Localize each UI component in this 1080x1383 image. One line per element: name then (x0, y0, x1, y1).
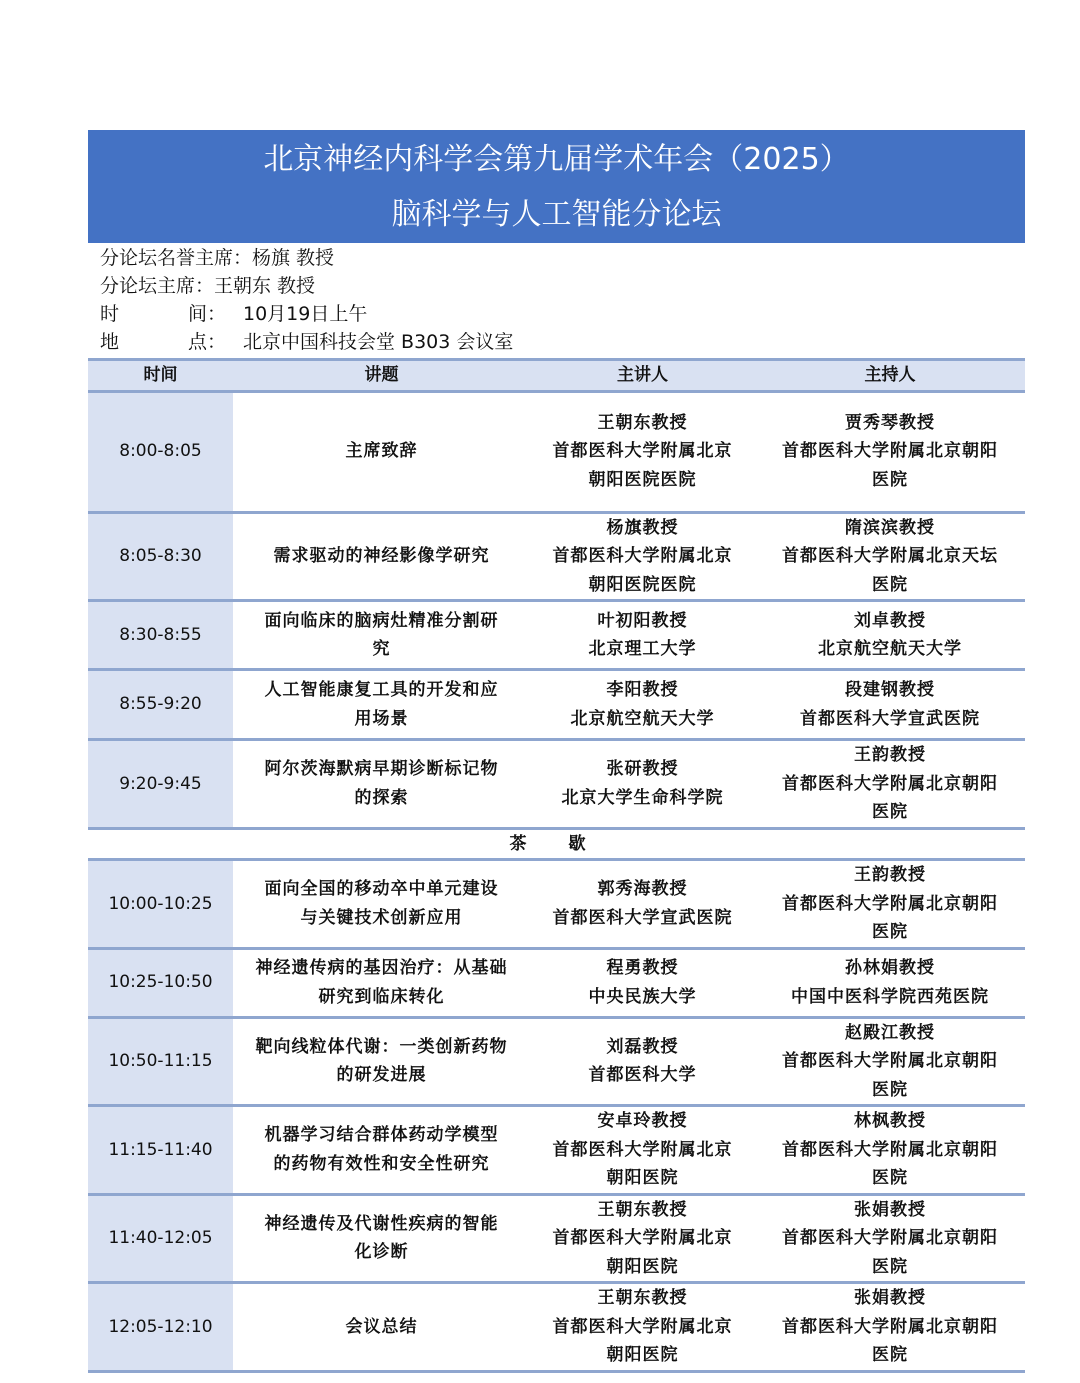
session-time: 11:15-11:40 (88, 1106, 233, 1195)
session-time: 9:20-9:45 (88, 740, 233, 829)
session-time: 10:25-10:50 (88, 948, 233, 1017)
session-topic-line: 机器学习结合群体药动学模型 (264, 1125, 499, 1146)
time-line (100, 302, 367, 326)
session-host (755, 948, 1025, 1017)
session-topic-line: 面向临床的脑病灶精准分割研 (264, 610, 499, 631)
session-host-line: 首都医科大学附属北京朝阳 (782, 893, 998, 914)
schedule-body (88, 391, 1025, 1371)
session-host-line: 医院 (872, 1256, 908, 1277)
session-host-line: 首都医科大学附属北京朝阳 (782, 1051, 998, 1071)
session-host-line: 首都医科大学附属北京朝阳 (782, 441, 998, 462)
session-topic-line: 研究到临床转化 (318, 986, 445, 1007)
venue-value: 北京中国科技会堂 B303 会议室 (243, 331, 514, 353)
session-host-line: 中国中医科学院西苑医院 (791, 986, 989, 1007)
session-topic-line: 会议总结 (345, 1316, 418, 1337)
session-speaker (530, 860, 755, 949)
session-host-line: 张娟教授 (854, 1288, 926, 1308)
chair-label: 分论坛主席： (100, 275, 215, 297)
session-topic-line: 用场景 (354, 708, 409, 729)
session-speaker-line: 首都医科大学宣武医院 (552, 907, 733, 928)
session-speaker-line: 首都医科大学 (588, 1065, 697, 1086)
session-speaker-line: 程勇教授 (606, 958, 679, 978)
session-topic (233, 1106, 530, 1195)
session-speaker-line: 杨旗教授 (606, 517, 679, 538)
session-host (755, 860, 1025, 949)
session-speaker-line: 朝阳医院医院 (588, 574, 697, 595)
time-label-a: 时 (100, 303, 120, 325)
session-speaker-line: 张研教授 (606, 759, 679, 780)
session-speaker-line: 刘磊教授 (606, 1036, 679, 1057)
session-host-line: 医院 (872, 1345, 908, 1365)
session-time: 8:00-8:05 (88, 391, 233, 512)
session-host-line: 王韵教授 (854, 865, 926, 885)
session-topic (233, 948, 530, 1017)
session-host-line: 孙林娟教授 (845, 958, 935, 978)
header-topic: 讲题 (233, 360, 530, 392)
session-speaker (530, 740, 755, 829)
session-speaker (530, 1017, 755, 1106)
session-speaker-line: 李阳教授 (606, 680, 679, 700)
session-host-line: 首都医科大学宣武医院 (800, 708, 980, 729)
table-row (88, 1106, 1025, 1195)
session-time: 8:55-9:20 (88, 670, 233, 740)
session-host-line: 林枫教授 (854, 1111, 926, 1131)
table-row (88, 512, 1025, 601)
session-topic (233, 860, 530, 949)
session-topic-line: 与关键技术创新应用 (300, 907, 463, 928)
venue-line (100, 330, 513, 354)
session-topic-line: 人工智能康复工具的开发和应 (264, 680, 499, 700)
session-speaker-line: 朝阳医院 (606, 1345, 679, 1365)
session-host (755, 1017, 1025, 1106)
table-row (88, 948, 1025, 1017)
session-topic (233, 1194, 530, 1283)
session-topic (233, 670, 530, 740)
session-topic-line: 主席致辞 (345, 441, 418, 462)
session-host-line: 首都医科大学附属北京朝阳 (782, 1316, 998, 1337)
schedule-table (88, 358, 1025, 1373)
table-header-row (88, 360, 1025, 392)
session-time: 11:40-12:05 (88, 1194, 233, 1283)
session-time: 8:30-8:55 (88, 601, 233, 670)
session-host-line: 医院 (872, 922, 908, 942)
session-host-line: 贾秀琴教授 (845, 412, 935, 433)
session-time: 12:05-12:10 (88, 1283, 233, 1372)
table-row (88, 391, 1025, 512)
session-host-line: 首都医科大学附属北京朝阳 (782, 773, 998, 794)
session-host (755, 1106, 1025, 1195)
conference-title: 北京神经内科学会第九届学术年会（2025） (263, 142, 850, 177)
session-speaker-line: 王朝东教授 (597, 412, 688, 433)
chair-value: 王朝东 教授 (214, 275, 316, 297)
session-host-line: 隋滨滨教授 (845, 517, 935, 538)
session-speaker-line: 首都医科大学附属北京 (552, 546, 733, 566)
session-host-line: 刘卓教授 (854, 610, 926, 631)
session-host (755, 601, 1025, 670)
honorary-chair-line (100, 246, 334, 270)
table-row (88, 1283, 1025, 1372)
header-time: 时间 (88, 360, 233, 392)
session-host-line: 医院 (872, 1079, 908, 1100)
session-topic (233, 740, 530, 829)
session-host-line: 首都医科大学附属北京朝阳 (782, 1228, 998, 1248)
session-host-line: 医院 (872, 802, 908, 822)
table-row (88, 1017, 1025, 1106)
honorary-chair-value: 杨旗 教授 (252, 247, 335, 269)
session-topic (233, 512, 530, 601)
session-topic-line: 面向全国的移动卒中单元建设 (264, 879, 499, 900)
session-topic-line: 化诊断 (354, 1242, 409, 1263)
session-host-line: 王韵教授 (854, 745, 926, 765)
session-host-line: 北京航空航天大学 (818, 639, 962, 659)
forum-subtitle: 脑科学与人工智能分论坛 (391, 197, 722, 232)
session-host (755, 512, 1025, 601)
session-speaker-line: 王朝东教授 (597, 1199, 688, 1220)
session-speaker-line: 朝阳医院 (606, 1168, 679, 1188)
session-speaker (530, 391, 755, 512)
session-topic (233, 1017, 530, 1106)
session-speaker-line: 首都医科大学附属北京 (552, 441, 733, 462)
session-speaker (530, 670, 755, 740)
session-speaker-line: 首都医科大学附属北京 (552, 1139, 733, 1160)
session-topic (233, 1283, 530, 1372)
session-host-line: 医院 (872, 469, 908, 490)
table-row (88, 670, 1025, 740)
chair-line (100, 274, 315, 298)
session-speaker-line: 叶初阳教授 (597, 610, 688, 631)
session-topic-line: 神经遗传病的基因治疗：从基础 (255, 958, 508, 978)
session-host-line: 赵殿江教授 (845, 1022, 935, 1043)
session-speaker (530, 1283, 755, 1372)
session-speaker (530, 1194, 755, 1283)
table-row (88, 860, 1025, 949)
time-value: 10月19日上午 (243, 303, 368, 325)
header-speaker: 主讲人 (530, 360, 755, 392)
session-host (755, 670, 1025, 740)
session-host-line: 段建钢教授 (845, 680, 935, 700)
session-speaker-line: 北京航空航天大学 (570, 708, 715, 729)
session-speaker (530, 512, 755, 601)
session-host-line: 医院 (872, 1168, 908, 1188)
session-host-line: 首都医科大学附属北京朝阳 (782, 1139, 998, 1160)
session-host-line: 首都医科大学附属北京天坛 (782, 546, 998, 566)
session-speaker-line: 朝阳医院 (606, 1256, 679, 1277)
session-time: 10:00-10:25 (88, 860, 233, 949)
session-speaker-line: 首都医科大学附属北京 (552, 1228, 733, 1248)
session-speaker-line: 朝阳医院医院 (588, 469, 697, 490)
session-host-line: 医院 (872, 574, 908, 595)
session-time: 8:05-8:30 (88, 512, 233, 601)
session-speaker-line: 安卓玲教授 (597, 1111, 688, 1131)
session-host (755, 1194, 1025, 1283)
session-topic (233, 601, 530, 670)
session-speaker-line: 中央民族大学 (588, 986, 697, 1007)
session-speaker-line: 北京大学生命科学院 (561, 787, 724, 808)
venue-label-a: 地 (100, 331, 120, 353)
session-host (755, 740, 1025, 829)
forum-title-banner (88, 130, 1025, 243)
venue-label-b: 点： (188, 331, 227, 353)
session-time: 10:50-11:15 (88, 1017, 233, 1106)
session-topic-line: 神经遗传及代谢性疾病的智能 (264, 1213, 499, 1234)
session-topic-line: 究 (372, 639, 391, 659)
table-row (88, 601, 1025, 670)
session-topic-line: 的药物有效性和安全性研究 (273, 1153, 490, 1174)
tea-break-label: 茶 歇 (88, 828, 1025, 860)
session-host-line: 张娟教授 (854, 1199, 926, 1220)
session-topic-line: 的研发进展 (336, 1065, 427, 1086)
session-topic-line: 阿尔茨海默病早期诊断标记物 (264, 759, 499, 780)
session-speaker (530, 601, 755, 670)
table-row (88, 1194, 1025, 1283)
table-row (88, 740, 1025, 829)
session-host (755, 1283, 1025, 1372)
session-speaker (530, 1106, 755, 1195)
header-host: 主持人 (755, 360, 1025, 392)
session-topic (233, 391, 530, 512)
session-topic-line: 需求驱动的神经影像学研究 (273, 546, 490, 566)
tea-break-row (88, 828, 1025, 860)
session-host (755, 391, 1025, 512)
session-speaker-line: 北京理工大学 (588, 639, 697, 659)
session-topic-line: 的探索 (354, 787, 409, 808)
session-speaker-line: 郭秀海教授 (597, 879, 688, 900)
time-label-b: 间： (188, 303, 227, 325)
honorary-chair-label: 分论坛名誉主席： (100, 247, 253, 269)
session-speaker-line: 王朝东教授 (597, 1288, 688, 1308)
session-speaker-line: 首都医科大学附属北京 (552, 1316, 733, 1337)
session-speaker (530, 948, 755, 1017)
session-topic-line: 靶向线粒体代谢：一类创新药物 (255, 1036, 508, 1057)
